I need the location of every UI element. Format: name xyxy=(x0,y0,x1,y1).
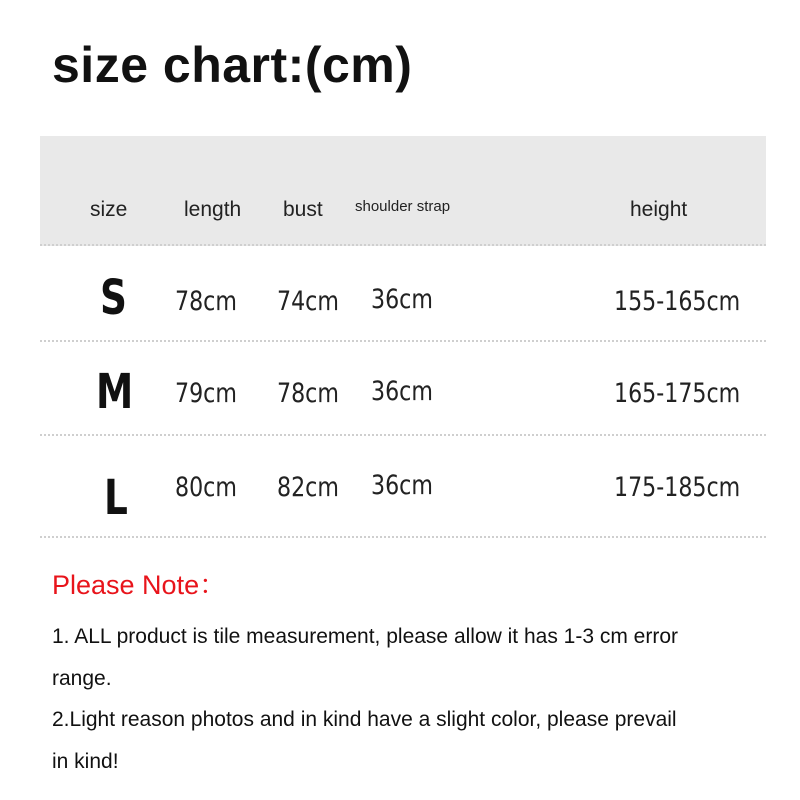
height-value: 175-185cm xyxy=(614,472,741,503)
header-length: length xyxy=(184,198,242,221)
header-size: size xyxy=(90,198,128,221)
size-label: L xyxy=(104,470,128,526)
note-heading: Please Note： xyxy=(52,570,227,600)
bust-value: 74cm xyxy=(277,286,339,317)
header-height: height xyxy=(630,198,688,221)
size-table-header xyxy=(40,136,766,246)
table-row xyxy=(40,250,766,342)
shoulder-strap-value: 36cm xyxy=(371,376,433,407)
length-value: 80cm xyxy=(175,472,237,503)
length-value: 79cm xyxy=(175,378,237,409)
row-divider xyxy=(40,536,766,538)
row-divider xyxy=(40,340,766,342)
table-row xyxy=(40,344,766,436)
header-shoulder-strap: shoulder strap xyxy=(355,198,451,215)
note-line: 2.Light reason photos and in kind have a slight color, please prevail xyxy=(52,708,677,731)
length-value: 78cm xyxy=(175,286,237,317)
page-title: size chart:(cm) xyxy=(52,37,413,93)
height-value: 155-165cm xyxy=(614,286,741,317)
size-label: M xyxy=(96,364,134,420)
note-line: in kind! xyxy=(52,750,119,773)
note-line: range. xyxy=(52,667,112,690)
note-line: 1. ALL product is tile measurement, please allow it has 1-3 cm error xyxy=(52,625,679,648)
shoulder-strap-value: 36cm xyxy=(371,284,433,315)
shoulder-strap-value: 36cm xyxy=(371,470,433,501)
height-value: 165-175cm xyxy=(614,378,741,409)
row-divider xyxy=(40,434,766,436)
header-bust: bust xyxy=(283,198,323,221)
size-label: S xyxy=(100,270,127,326)
bust-value: 78cm xyxy=(277,378,339,409)
table-row xyxy=(40,446,766,538)
bust-value: 82cm xyxy=(277,472,339,503)
